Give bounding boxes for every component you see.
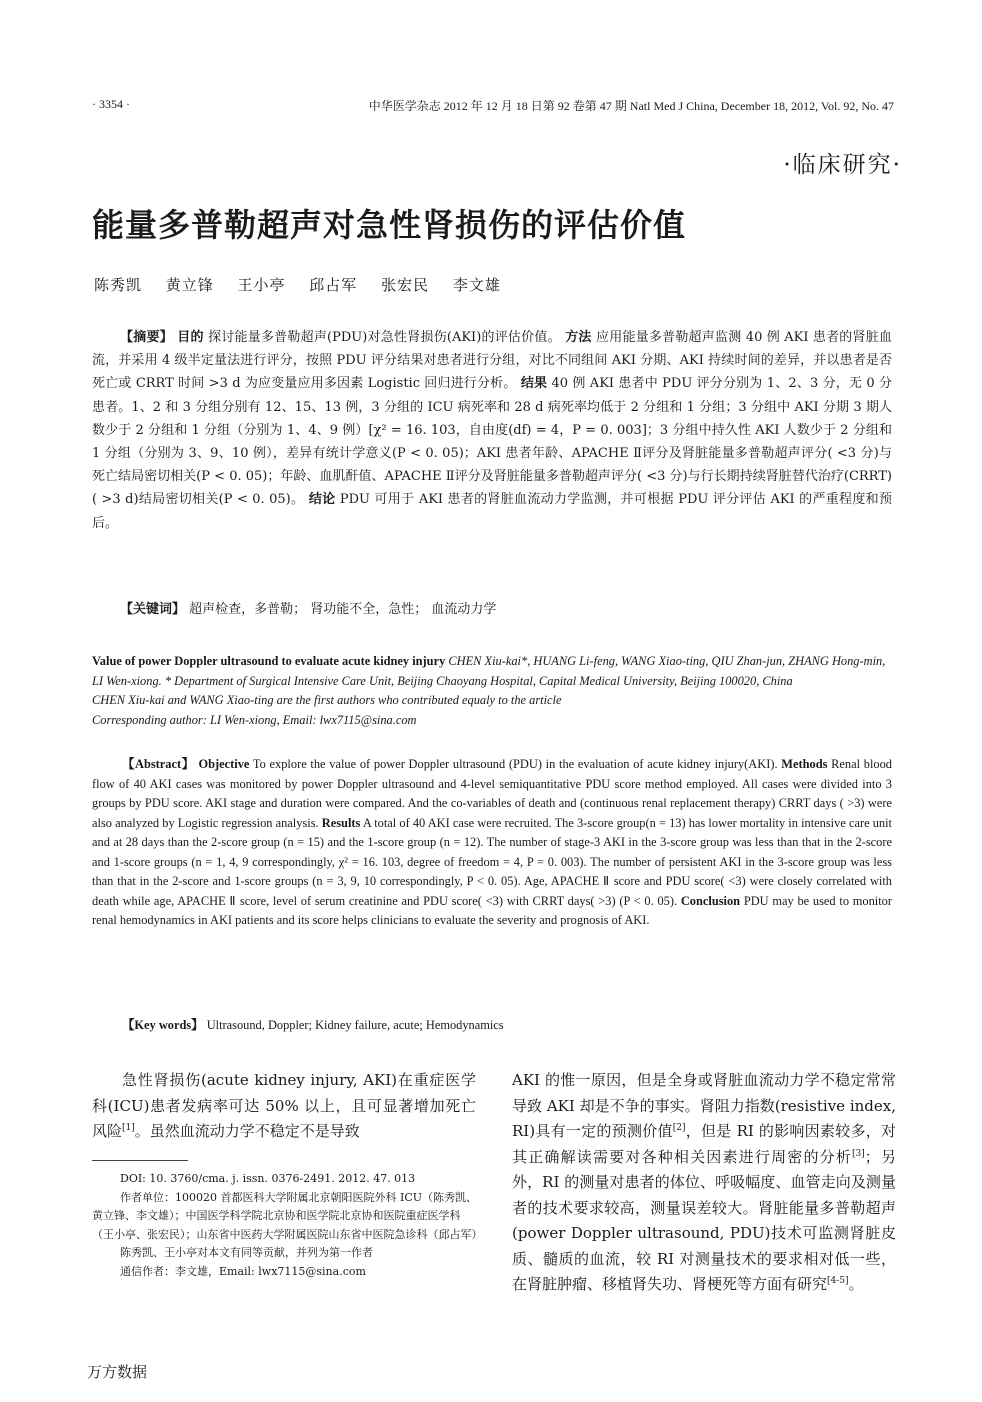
body-left-text: 急性肾损伤(acute kidney injury, AKI)在重症医学科(ICU)患者发病率可达 50% 以上，且可显著增加死亡风险 [92, 1071, 476, 1140]
methods-text: 应用能量多普勒超声监测 40 例 AKI 患者的肾脏血流，并采用 4 级半定量法进行评分，按照 PDU 评分结果对患者进行分组，对比不同组间 AKI 分期、AKI 持续时间的差异，并以患者是否死亡或 CRRT 时间 >3 d 为应变量应用多因素 Logistic 回归进行分析。 [92, 330, 892, 392]
page-number: · 3354 · [92, 97, 130, 111]
methods-en-text: Renal blood flow of 40 AKI cases was monitored by power Doppler ultrasound and 4-level semiquantitative PDU score method employed. All cases were divided into 3 groups by PDU score. AKI stage and duration were compared. And the co-variables of death and (continuous renal replacement therapy) CRRT days ( >3) were also analyzed by Logistic regression analysis. [92, 757, 892, 830]
results-en-label: Results [321, 815, 361, 830]
footnotes [92, 1170, 482, 1281]
authors-chinese: 陈秀凯 黄立锋 王小亭 邱占军 张宏民 李文雄 [94, 276, 501, 294]
conclusion-en-text: PDU may be used to monitor renal hemodynamics in AKI patients and its score helps clinicians to evaluate the severity and prognosis of AKI. [92, 893, 893, 927]
body-left-tail: 。虽然血流动力学不稳定不是导致 [134, 1122, 360, 1140]
keywords-english [92, 1016, 892, 1036]
english-title-block [92, 652, 892, 730]
citation-ref: [3] [852, 1148, 865, 1159]
corresponding-author-en: Corresponding author: LI Wen-xiong, Email: lwx7115@sina.com [92, 712, 417, 727]
body-right-p2: ，但是 RI 的影响因素较多，对其正确解读需要对各种相关因素进行周密的分析 [512, 1122, 896, 1166]
results-en-text: A total of 40 AKI case were recruited. The 3-score group(n = 13) has lower mortality in intensive care unit and at 28 days than the 2-score group (n = 15) and the 1-score group (n = 12). The number of stage-3 AKI in the 3-score group was less than that in the 2-score and 1-score groups (n = 1, 4, 9 correspondingly, χ² = 16. 103, degree of freedom = 4, P = 0. 003). The number of persistent AKI in the 3-score group was less than that in the 2-score and 1-score groups (n = 3, 9, 10 correspondingly, P < 0. 05). Age, APACHE Ⅱ score and PDU score( <3) were closely correlated with death while age, APACHE Ⅱ score, level of serum creatinine and PDU score( <3) with CRRT days( >3) (P < 0. 05). [92, 815, 892, 908]
keywords-chinese [92, 598, 892, 621]
citation-ref: [2] [672, 1123, 686, 1133]
objective-en-label: Objective [198, 757, 250, 771]
journal-citation-line: 中华医学杂志 2012 年 12 月 18 日第 92 卷第 47 期 Natl Med J China, December 18, 2012, Vol. 92, No. 47 [368, 99, 894, 113]
english-affiliation: CHEN Xiu-kai*, HUANG Li-feng, WANG Xiao-ting, QIU Zhan-jun, ZHANG Hong-min, LI Wen-xiong. * Department of Surgical Intensive Care Unit, Beijing Chaoyang Hospital, Capital Medical University, Beijing 100020, China [92, 654, 886, 688]
article-title: 能量多普勒超声对急性肾损伤的评估价值 [92, 206, 687, 244]
doi-line: DOI: 10. 3760/cma. j. issn. 0376-2491. 2012. 47. 013 [120, 1172, 416, 1185]
english-title: Value of power Doppler ultrasound to evaluate acute kidney injury [92, 654, 446, 668]
section-label: ·临床研究· [783, 152, 902, 178]
keywords-tag: 【关键词】 [120, 602, 186, 617]
footnote-divider [92, 1160, 188, 1161]
conclusion-en-label: Conclusion [680, 893, 741, 908]
body-left-column [92, 1068, 476, 1145]
results-label: 结果 [520, 376, 548, 392]
contribution-note: 陈秀凯、王小亭对本文有同等贡献，并列为第一作者 [120, 1246, 373, 1259]
body-right-column [512, 1068, 896, 1298]
keywords-en-tag: 【Key words】 [122, 1018, 204, 1032]
keywords-text: 超声检查，多普勒； 肾功能不全，急性； 血流动力学 [189, 602, 497, 617]
abstract-tag: 【摘要】 [120, 330, 173, 345]
citation-ref: [4-5] [827, 1276, 849, 1286]
objective-text: 探讨能量多普勒超声(PDU)对急性肾损伤(AKI)的评估价值。 [208, 330, 561, 345]
abstract-english [92, 755, 892, 931]
objective-label: 目的 [177, 330, 204, 345]
abstract-chinese [92, 326, 892, 535]
methods-label: 方法 [565, 330, 592, 345]
author-units: 作者单位：100020 首都医科大学附属北京朝阳医院外科 ICU（陈秀凯、黄立锋、李文雄）；中国医学科学院北京协和医学院北京协和医院重症医学科（王小亭、张宏民）；山东省中医药大学附属医院山东省中医院急诊科（邱占军） [92, 1190, 483, 1241]
methods-en-label: Methods [781, 757, 828, 771]
watermark-wanfang: 万方数据 [87, 1363, 148, 1381]
equal-contribution-note: CHEN Xiu-kai and WANG Xiao-ting are the first authors who contributed equaly to the article [92, 693, 562, 707]
citation-ref: [1] [122, 1123, 135, 1133]
conclusion-label: 结论 [308, 492, 336, 508]
conclusion-text: PDU 可用于 AKI 患者的肾脏血流动力学监测，并可根据 PDU 评分评估 AKI 的严重程度和预后。 [92, 492, 892, 531]
abstract-en-tag: 【Abstract】 [122, 757, 195, 771]
results-text: 40 例 AKI 患者中 PDU 评分分别为 1、2、3 分，无 0 分患者。1、2 和 3 分组分别有 12、15、13 例，3 分组的 ICU 病死率和 28 d 病死率均低于 2 分组和 1 分组；3 分组中 AKI 分期 3 期人数少于 2 分组和 1 分组（分别为 1、4、9 例）[χ² = 16. 103，自由度(df) = 4，P = 0. 003]；3 分组中持久性 AKI 人数少于 2 分组和 1 分组（分别为 3、9、10 例），差异有统计学意义(P < 0. 05)；AKI 患者年龄、APACHE Ⅱ评分及肾脏能量多普勒超声评分( <3 分)与死亡结局密切相关(P < 0. 05)；年龄、血肌酐值、APACHE Ⅱ评分及肾脏能量多普勒超声评分( <3 分)与行长期持续肾脏替代治疗(CRRT)( >3 d)结局密切相关(P < 0. 05)。 [92, 376, 892, 508]
body-right-p3: ；另外，RI 的测量对患者的体位、呼吸幅度、血管走向及测量者的技术要求较高，测量误差较大。肾脏能量多普勒超声(power Doppler ultrasound, PDU)技术可监测肾脏皮质、髓质的血流，较 RI 对测量技术的要求相对低一些，在肾脏肿瘤、移植肾失功、肾梗死等方面有研究 [512, 1147, 896, 1293]
keywords-en-text: Ultrasound, Doppler; Kidney failure, acute; Hemodynamics [206, 1018, 504, 1032]
objective-en-text: To explore the value of power Doppler ultrasound (PDU) in the evaluation of acute kidney injury(AKI). [252, 757, 778, 771]
body-right-p1: AKI 的惟一原因，但是全身或肾脏血流动力学不稳定常常导致 AKI 却是不争的事实。肾阻力指数(resistive index, RI)具有一定的预测价值 [512, 1071, 896, 1140]
body-right-p4: 。 [848, 1275, 864, 1293]
corresponding-author-cn: 通信作者：李文雄，Email: lwx7115@sina.com [120, 1264, 366, 1278]
